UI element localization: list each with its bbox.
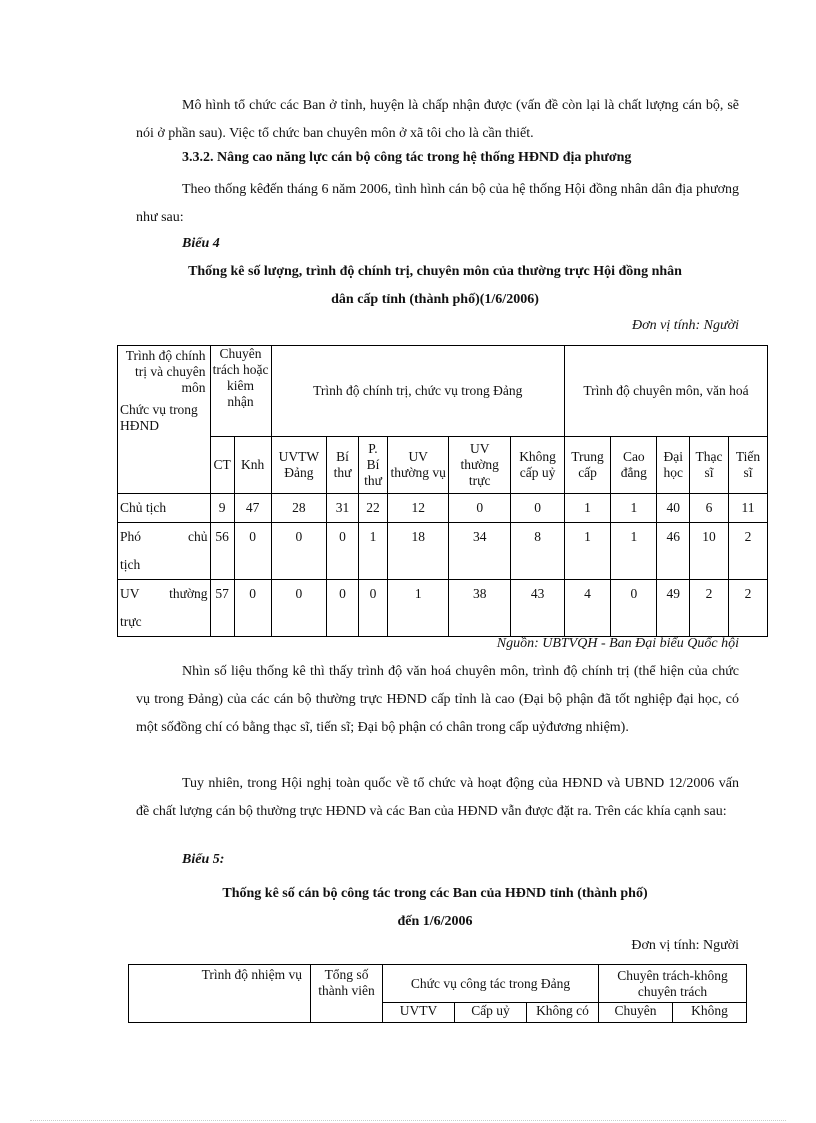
table5-label: Biểu 5:	[182, 852, 225, 867]
table-cell: 31	[327, 494, 359, 523]
table5-title-line2: đến 1/6/2006	[397, 914, 473, 929]
table-cell: 57	[210, 580, 234, 637]
table-cell: 0	[611, 580, 657, 637]
table4-title-line1: Thống kê số lượng, trình độ chính trị, chuyên môn của thường trực Hội đồng nhân	[188, 264, 682, 279]
table4-corner-bottom: Chức vụ trong HĐND	[120, 402, 198, 433]
table5-col-cap-uy: Cấp uỷ	[455, 1003, 527, 1023]
table-cell: 1	[564, 523, 610, 580]
table-row	[118, 580, 768, 637]
table5-col-chuyen: Chuyên	[599, 1003, 673, 1023]
table-cell: 1	[611, 523, 657, 580]
row-label: Chủ tịch	[118, 494, 211, 523]
table4-col-ct: CT	[210, 437, 234, 494]
table-cell: 0	[358, 580, 387, 637]
table-cell: 12	[388, 494, 449, 523]
table-cell: 10	[690, 523, 729, 580]
table5-title-line1: Thống kê số cán bộ công tác trong các Ban của HĐND tỉnh (thành phố)	[222, 886, 648, 901]
table5-col-khong: Không	[673, 1003, 747, 1023]
table-row	[118, 523, 768, 580]
page-footer-line	[30, 1120, 786, 1121]
table-cell: 0	[327, 523, 359, 580]
table-cell: 1	[358, 523, 387, 580]
table4-col-trung-cap: Trung cấp	[564, 437, 610, 494]
table4-col-khong-cap-uy: Không cấp uỷ	[511, 437, 565, 494]
table4-col-cao-dang: Cao đẳng	[611, 437, 657, 494]
table4-col-tien-si: Tiến sĩ	[728, 437, 767, 494]
table4-source: Nguồn: UBTVQH - Ban Đại biểu Quốc hội	[496, 636, 739, 651]
table-cell: 0	[449, 494, 511, 523]
table-cell: 34	[449, 523, 511, 580]
row-label	[118, 523, 211, 580]
table-cell: 0	[271, 580, 327, 637]
table4-col-uv-thuong-vu: UV thường vụ	[388, 437, 449, 494]
table4-col-dai-hoc: Đại học	[657, 437, 690, 494]
table-cell: 8	[511, 523, 565, 580]
table-cell: 38	[449, 580, 511, 637]
table-cell: 9	[210, 494, 234, 523]
table-cell: 1	[611, 494, 657, 523]
row-label-part: trực	[120, 614, 142, 629]
table-cell: 0	[271, 523, 327, 580]
table-cell: 40	[657, 494, 690, 523]
table4-col-uv-thuong-truc: UV thường trực	[449, 437, 511, 494]
table-cell: 1	[388, 580, 449, 637]
table-cell: 0	[511, 494, 565, 523]
table4-title-line2: dân cấp tỉnh (thành phố)(1/6/2006)	[331, 292, 539, 307]
table-cell: 2	[690, 580, 729, 637]
table4	[117, 345, 768, 637]
table-cell: 28	[271, 494, 327, 523]
paragraph-analysis: Nhìn số liệu thống kê thì thấy trình độ văn hoá chuyên môn, trình độ chính trị (thể hiện của chức vụ trong Đảng) của các cán bộ thường trực HĐND cấp tỉnh là cao (Đại bộ phận đã tốt nghiệp đại học, có một sốđồng chí có bằng thạc sĩ, tiến sĩ; Đại bộ phận có chân trong cấp uỷđương nhiệm).	[136, 664, 739, 735]
row-label-part: tịch	[120, 557, 141, 572]
row-label-part: Phó	[120, 529, 142, 544]
table-cell: 6	[690, 494, 729, 523]
section-heading: 3.3.2. Nâng cao năng lực cán bộ công tác trong hệ thống HĐND địa phương	[182, 150, 632, 165]
table-cell: 43	[511, 580, 565, 637]
table5-col-khong-co: Không có	[527, 1003, 599, 1023]
table5	[128, 964, 747, 1023]
table4-header-chuyen-trach: Chuyên trách hoặc kiêm nhận	[210, 346, 271, 437]
table4-corner-cell	[118, 346, 211, 494]
table4-header-chinh-tri: Trình độ chính trị, chức vụ trong Đảng	[271, 346, 564, 437]
table-cell: 2	[728, 580, 767, 637]
table5-corner: Trình độ nhiệm vụ	[129, 965, 311, 1023]
table4-label: Biểu 4	[182, 236, 220, 251]
table-cell: 0	[234, 580, 271, 637]
table-cell: 46	[657, 523, 690, 580]
table-cell: 49	[657, 580, 690, 637]
paragraph-statistics: Theo thống kêđến tháng 6 năm 2006, tình hình cán bộ của hệ thống Hội đồng nhân dân địa phương như sau:	[136, 182, 739, 225]
table-row	[118, 494, 768, 523]
paragraph-intro: Mô hình tổ chức các Ban ở tỉnh, huyện là chấp nhận được (vấn đề còn lại là chất lượng cán bộ, sẽ nói ở phần sau). Việc tổ chức ban chuyên môn ở xã tôi cho là cần thiết.	[136, 98, 739, 141]
table-cell: 0	[327, 580, 359, 637]
table4-col-bi-thu: Bí thư	[327, 437, 359, 494]
table-cell: 4	[564, 580, 610, 637]
table-cell: 1	[564, 494, 610, 523]
paragraph-however: Tuy nhiên, trong Hội nghị toàn quốc về tổ chức và hoạt động của HĐND và UBND 12/2006 vấn đề chất lượng cán bộ thường trực HĐND và các Ban của HĐND vẫn được đặt ra. Trên các khía cạnh sau:	[136, 776, 739, 819]
table4-unit: Đơn vị tính: Người	[632, 318, 739, 333]
table-cell: 0	[234, 523, 271, 580]
row-label	[118, 580, 211, 637]
table4-corner-top: Trình độ chính trị và chuyên môn	[125, 348, 206, 395]
table4-col-pho-bi-thu: P. Bí thư	[358, 437, 387, 494]
table5-col-uvtv: UVTV	[383, 1003, 455, 1023]
table-cell: 18	[388, 523, 449, 580]
table4-col-thac-si: Thạc sĩ	[690, 437, 729, 494]
table-cell: 11	[728, 494, 767, 523]
table5-col-total: Tổng số thành viên	[311, 965, 383, 1023]
row-label-part: UV	[120, 586, 140, 601]
table5-header-fulltime: Chuyên trách-không chuyên trách	[599, 965, 747, 1003]
row-label-part: chủ	[188, 529, 208, 544]
table4-col-uvtw: UVTW Đảng	[271, 437, 327, 494]
table-cell: 56	[210, 523, 234, 580]
table-cell: 22	[358, 494, 387, 523]
table-cell: 47	[234, 494, 271, 523]
table5-header-party: Chức vụ công tác trong Đảng	[383, 965, 599, 1003]
row-label-part: thường	[169, 586, 208, 601]
table4-col-knh: Knh	[234, 437, 271, 494]
table5-unit: Đơn vị tính: Người	[631, 938, 739, 953]
table-cell: 2	[728, 523, 767, 580]
table4-header-chuyen-mon: Trình độ chuyên môn, văn hoá	[564, 346, 767, 437]
